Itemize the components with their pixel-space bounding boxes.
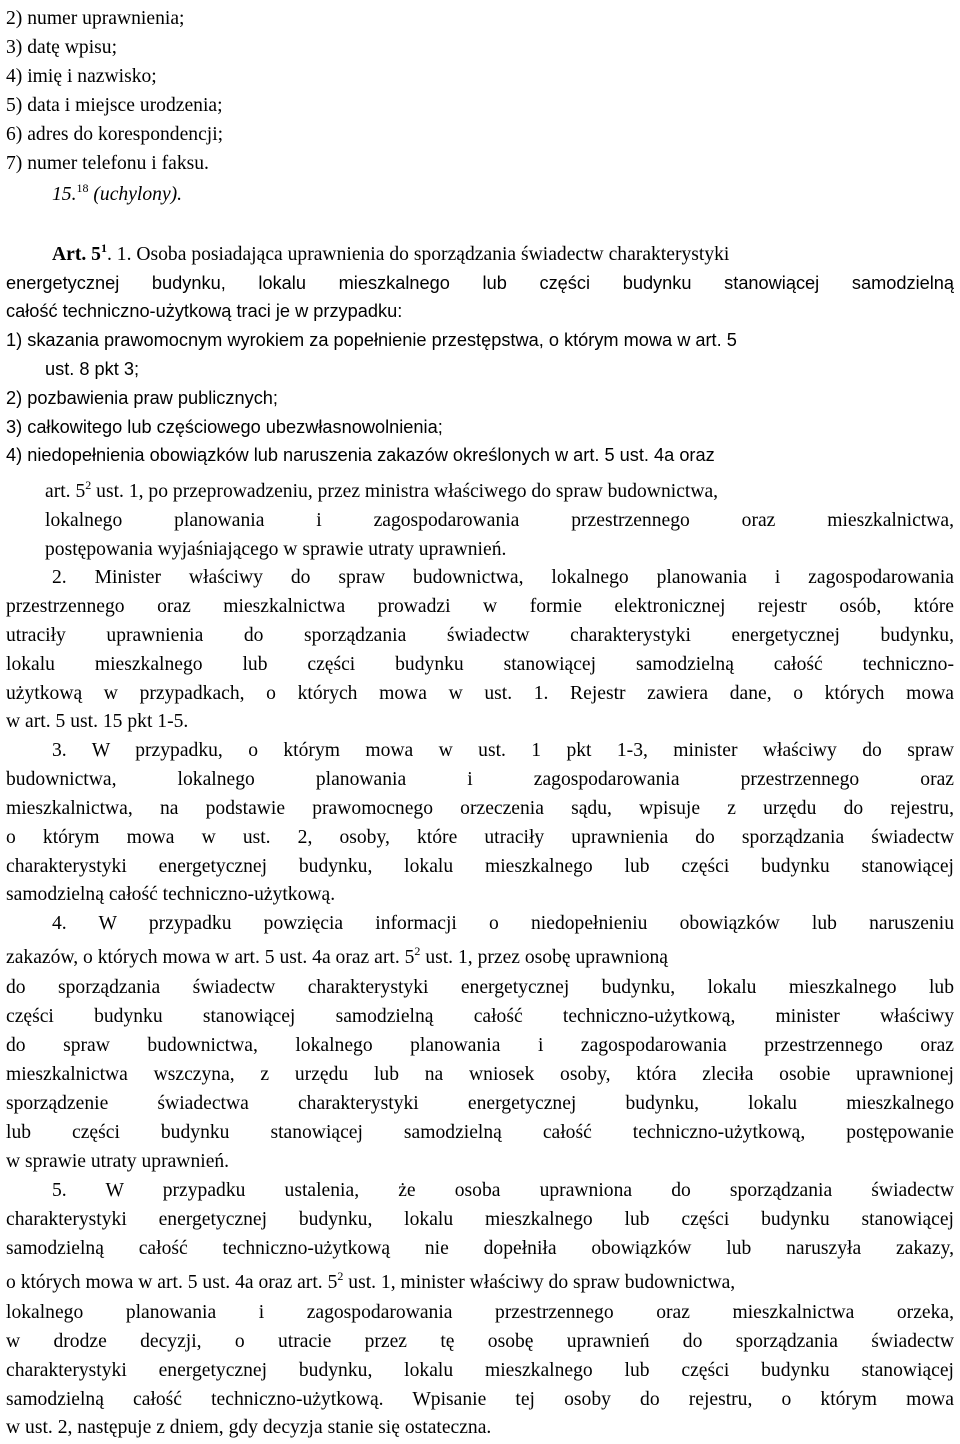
paragraph-line <box>6 943 668 974</box>
list-item <box>6 4 184 33</box>
line-text: w ust. 2, następuje z dniem, gdy decyzja stanie się ostateczna. <box>6 1417 492 1438</box>
line-text: 1) skazania prawomocnym wyrokiem za popełnienie przestępstwa, o którym mowa w art. 5 <box>6 330 737 350</box>
paragraph-line <box>6 1413 491 1442</box>
list-item <box>6 441 715 470</box>
paragraph-line <box>6 1060 954 1089</box>
list-item <box>6 384 278 413</box>
line-text: 4. W przypadku powzięcia informacji o niedopełnieniu obowiązków lub naruszeniu <box>52 913 954 934</box>
line-text: mieszkalnictwa wszczyna, z urzędu lub na wniosek osoby, która zleciła osobie uprawnionej <box>6 1064 954 1085</box>
paragraph-line <box>6 679 954 708</box>
line-text: 3. W przypadku, o którym mowa w ust. 1 pkt 1-3, minister właściwy do spraw <box>52 740 954 761</box>
line-text: ust. 1, minister właściwy do spraw budownictwa, <box>343 1272 736 1293</box>
article-superscript: 2 <box>414 944 421 958</box>
line-text: w sprawie utraty uprawnień. <box>6 1151 230 1172</box>
paragraph-line <box>6 973 954 1002</box>
line-text: 6) adres do korespondencji; <box>6 124 224 145</box>
line-text: o którym mowa w ust. 2, osoby, które utraciły uprawnienia do sporządzania świadectw <box>6 827 954 848</box>
paragraph-line <box>6 1234 954 1263</box>
article-superscript: 2 <box>337 1269 344 1283</box>
article-superscript: 1 <box>100 241 107 255</box>
paragraph-line <box>6 650 954 679</box>
line-text: utraciły uprawnienia do sporządzania świadectw charakterystyki energetycznej budynku, <box>6 625 954 646</box>
paragraph-line <box>6 794 954 823</box>
line-text: . 1. Osoba posiadająca uprawnienia do sporządzania świadectw charakterystyki <box>106 244 730 265</box>
line-text: samodzielną całość techniczno-użytkową. Wpisanie tej osoby do rejestru, o którym mowa <box>6 1389 954 1410</box>
line-text: charakterystyki energetycznej budynku, lokalu mieszkalnego lub części budynku stanowiącej <box>6 1209 954 1230</box>
paragraph-line <box>6 880 335 909</box>
line-text: lokalnego planowania i zagospodarowania przestrzennego oraz mieszkalnictwa orzeka, <box>6 1302 954 1323</box>
line-text: 3) całkowitego lub częściowego ubezwłasnowolnienia; <box>6 417 443 437</box>
line-text: 7) numer telefonu i faksu. <box>6 153 209 174</box>
line-text: w art. 5 ust. 15 pkt 1-5. <box>6 711 189 732</box>
line-text: całość techniczno-użytkową traci je w przypadku: <box>6 301 403 321</box>
line-text: mieszkalnictwa, na podstawie prawomocnego orzeczenia sądu, wpisuje z urzędu do rejestru, <box>6 798 954 819</box>
line-text: użytkową w przypadkach, o których mowa w ust. 1. Rejestr zawiera dane, o których mowa <box>6 683 954 704</box>
paragraph-line <box>52 563 954 592</box>
line-text: samodzielną całość techniczno-użytkową. <box>6 884 336 905</box>
line-text: zakazów, o których mowa w art. 5 ust. 4a oraz art. 5 <box>6 947 415 968</box>
line-text: 3) datę wpisu; <box>6 37 118 58</box>
line-text: 4) imię i nazwisko; <box>6 66 157 87</box>
list-item <box>6 91 223 120</box>
paragraph-line <box>6 1089 954 1118</box>
paragraph-line <box>6 1327 954 1356</box>
line-text: budownictwa, lokalnego planowania i zagospodarowania przestrzennego oraz <box>6 769 954 790</box>
section-status: (uchylony). <box>88 184 183 205</box>
article-superscript: 2 <box>85 478 92 492</box>
list-item <box>6 326 737 355</box>
paragraph-line <box>6 707 188 736</box>
line-text: sporządzenie świadectwa charakterystyki energetycznej budynku, lokalu mieszkalnego <box>6 1093 954 1114</box>
line-text: ust. 1, przez osobę uprawnioną <box>420 947 668 968</box>
list-item-continuation <box>45 477 718 508</box>
line-text: lub części budynku stanowiącej samodzielną całość techniczno-użytkową, postępowanie <box>6 1122 954 1143</box>
paragraph-line <box>6 765 954 794</box>
paragraph-line <box>6 1205 954 1234</box>
line-text: samodzielną całość techniczno-użytkową nie dopełniła obowiązków lub naruszyła zakazy, <box>6 1238 954 1259</box>
paragraph-line <box>6 269 954 298</box>
paragraph-line <box>6 1118 954 1147</box>
paragraph-line <box>52 909 954 938</box>
paragraph-line <box>52 736 954 765</box>
paragraph-line <box>52 1176 954 1205</box>
list-item <box>6 149 209 178</box>
paragraph-line <box>6 1385 954 1414</box>
line-text: postępowania wyjaśniającego w sprawie utraty uprawnień. <box>45 539 507 560</box>
paragraph-line <box>6 1298 954 1327</box>
line-text: w drodze decyzji, o utracie przez tę osobę uprawnień do sporządzania świadectw <box>6 1331 954 1352</box>
paragraph-line <box>6 1002 954 1031</box>
list-item-continuation <box>45 535 506 564</box>
paragraph-line <box>6 1031 954 1060</box>
paragraph-line <box>6 592 954 621</box>
list-item-continuation <box>45 506 954 535</box>
paragraph-line <box>6 1147 229 1176</box>
line-text: 2) numer uprawnienia; <box>6 8 185 29</box>
paragraph-line <box>6 823 954 852</box>
paragraph-line <box>6 1356 954 1385</box>
section-number: 15. <box>52 184 77 205</box>
line-text: o których mowa w art. 5 ust. 4a oraz art. 5 <box>6 1272 338 1293</box>
line-text: lokalnego planowania i zagospodarowania przestrzennego oraz mieszkalnictwa, <box>45 510 954 531</box>
paragraph-line <box>6 852 954 881</box>
line-text: charakterystyki energetycznej budynku, lokalu mieszkalnego lub części budynku stanowiącej <box>6 856 954 877</box>
paragraph-line <box>6 621 954 650</box>
list-item <box>6 413 443 442</box>
line-text: części budynku stanowiącej samodzielną całość techniczno-użytkową, minister właściwy <box>6 1006 954 1027</box>
line-text: 2) pozbawienia praw publicznych; <box>6 388 278 408</box>
list-item <box>6 62 157 91</box>
line-text: 5) data i miejsce urodzenia; <box>6 95 223 116</box>
line-text: do sporządzania świadectw charakterystyki energetycznej budynku, lokalu mieszkalnego lub <box>6 977 954 998</box>
line-text: 5. W przypadku ustalenia, że osoba uprawniona do sporządzania świadectw <box>52 1180 954 1201</box>
list-item-continuation <box>45 355 139 384</box>
article-heading <box>52 240 729 271</box>
paragraph-line <box>6 1268 735 1299</box>
line-text: do spraw budownictwa, lokalnego planowania i zagospodarowania przestrzennego oraz <box>6 1035 954 1056</box>
section-uchylony <box>52 180 182 211</box>
line-text: art. 5 <box>45 481 86 502</box>
footnote-marker: 18 <box>76 181 89 195</box>
list-item <box>6 120 223 149</box>
line-text: ust. 8 pkt 3; <box>45 359 140 379</box>
line-text: 2. Minister właściwy do spraw budownictwa, lokalnego planowania i zagospodarowania <box>52 567 954 588</box>
line-text: charakterystyki energetycznej budynku, lokalu mieszkalnego lub części budynku stanowiącej <box>6 1360 954 1381</box>
line-text: lokalu mieszkalnego lub części budynku stanowiącej samodzielną całość techniczno- <box>6 654 954 675</box>
line-text: energetycznej budynku, lokalu mieszkalnego lub części budynku stanowiącej samodzielną <box>6 273 954 293</box>
list-item <box>6 33 117 62</box>
line-text: ust. 1, po przeprowadzeniu, przez ministra właściwego do spraw budownictwa, <box>91 481 719 502</box>
article-number: Art. 5 <box>52 244 101 265</box>
line-text: 4) niedopełnienia obowiązków lub naruszenia zakazów określonych w art. 5 ust. 4a oraz <box>6 445 715 465</box>
paragraph-line <box>6 297 402 326</box>
line-text: przestrzennego oraz mieszkalnictwa prowadzi w formie elektronicznej rejestr osób, które <box>6 596 954 617</box>
